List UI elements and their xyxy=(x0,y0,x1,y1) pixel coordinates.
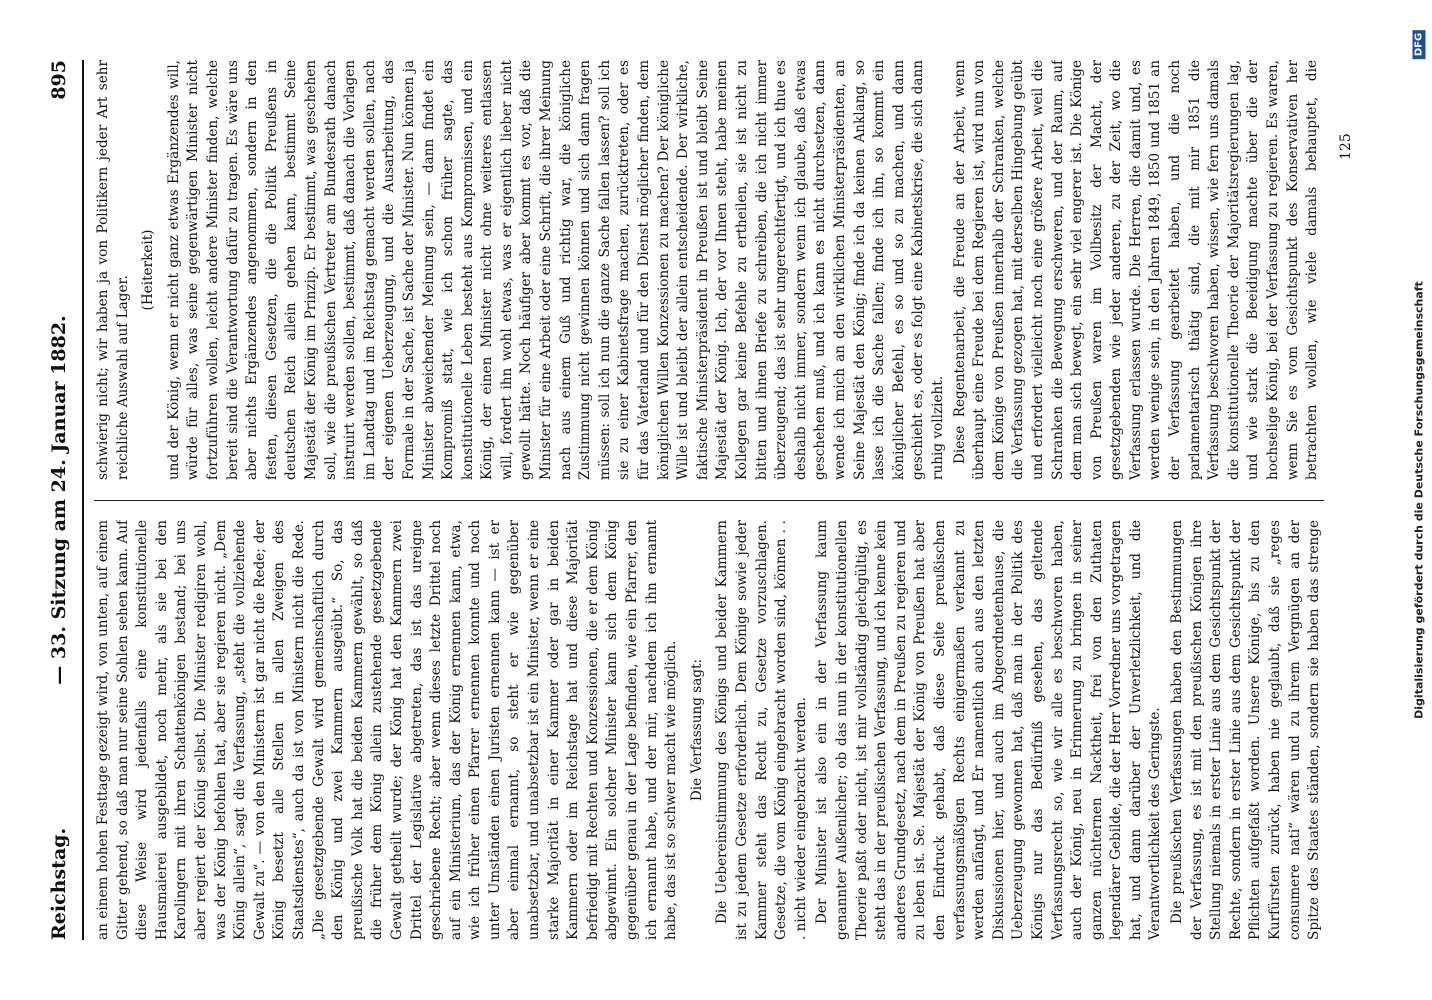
paragraph: Die Uebereinstimmung des Königs und beider Kammern ist zu jedem Gesetze erforderlich. Dem Könige sowie jeder Kammer steht das Recht zu, Gesetze vorzuschlagen. Gesetze, die vom König eingebracht worden sind, können . . . nicht wieder eingebracht werden. xyxy=(714,520,809,940)
digitization-imprint xyxy=(1410,10,1428,990)
paragraph: Die preußischen Verfassungen haben den Bestimmungen der Verfassung, es ist mit den preußischen Königen ihre Stellung niemals in erster Linie aus dem Gesichtspunkt der Rechte, sondern in erster Linie aus dem Gesichtspunkt der Pflichten aufgefaßt worden. Unsere Könige, bis zu den Kurfürsten zurück, haben nie geglaubt, daß sie „reges consumere nati“ wären und zu ihrem Vergnügen an der Spitze des Staates ständen, sondern sie haben das strenge xyxy=(1169,520,1323,940)
page-number: 895 xyxy=(48,60,70,100)
paragraph: und der König, wenn er nicht ganz etwas Ergänzendes will, würde für alles, was seine gegenwärtigen Minister nicht fortzuführen wollen, leicht andere Minister finden, welche bereit sind die Verantwortung dafür zu tragen. Es wäre uns aber nichts Ergänzendes angenommen, sondern in den festen, diesen Gesetzen, die die Politik Preußens in deutschen Reich allein gehen kann, bestimmt Seine Majestät der König im Prinzip. Er bestimmt, was geschehen soll, wie die preußischen Vertreter am Bundesrath danach instruirt werden sollen, bestimmt, daß danach die Vorlagen im Landtag und im Reichstag gemacht werden sollen, nach der eigenen Ueberzeugung, und die Ausarbeitung, das Formale in der Sache, ist Sache der Minister. Nun können ja Minister abweichender Meinung sein, — dann findet ein Kompromiß statt, wie ich schon früher sagte, das konstitutionelle Leben besteht aus Kompromissen, und ein König, der einen Minister nicht ohne weiteres entlassen will, fordert ihn wohl etwas, was er eigentlich lieber nicht gewollt hätte. Noch häufiger aber kommt es vor, daß die Minister für eine Arbeit oder eine Schrift, die ihrer Meinung nach aus einem Guß und richtig war, die königliche Zustimmung nicht gewinnen können und sich dann fragen müssen: soll ich nun die ganze Sache fallen lassen? soll ich sie zu einer Kabinetsfrage machen, zurücktreten, oder es für das Vaterland und für den Dienst möglicher finden, dem königlichen Willen Konzessionen zu machen? Der königliche Wille ist und bleibt der allein entscheidende. Der wirkliche, faktische Ministerpräsident in Preußen ist und bleibt Seine Majestät der König. Ich, der vor Ihnen steht, habe meinen Kollegen gar keine Befehle zu ertheilen, sie ist nicht zu bitten und ihnen Briefe zu schreiben, die ich nicht immer überzeugend; das ist sehr ungerechtfertigt, und ich thue es deshalb nicht immer, sondern wenn ich glaube, daß etwas geschehen muß, und ich kann es nicht durchsetzen, dann wende ich mich an den wirklichen Ministerpräsidenten, an Seine Majestät den König; finde ich da keinen Anklang, so lasse ich die Sache fallen; finde ich ihn, so kommt ein königlicher Befehl, es so und so zu machen, und dann geschieht es, oder es folgt eine Kabinetskrise, die sich dann ruhig vollzieht. xyxy=(165,60,946,480)
paragraph: Die Verfassung sagt: xyxy=(688,658,705,802)
paragraph-interjection: (Heiterkeit) xyxy=(140,229,157,311)
signature-number: 125 xyxy=(1338,133,1354,160)
text-column-right xyxy=(94,60,1324,480)
page-header xyxy=(48,60,78,940)
imprint-text: Digitalisierung gefördert durch die Deutsche Forschungsgemeinschaft xyxy=(1412,281,1426,719)
text-column-left xyxy=(94,520,1324,940)
dfg-logo: DFG xyxy=(1413,30,1426,59)
column-divider xyxy=(94,500,1324,501)
paragraph: schwierig nicht; wir haben ja von Politikern jeder Art sehr reichliche Auswahl auf Lager. xyxy=(95,60,131,480)
header-title: Reichstag. xyxy=(48,827,70,940)
newspaper-page xyxy=(26,20,1406,980)
header-rule xyxy=(82,60,84,940)
paragraph: Der Minister ist also ein in der Verfassung kaum genannter Außenlicher; ob das nun in der konstitutionellen Theorie paßt oder nicht, ist mir vollständig gleichgültig, es steht das in der preußischen Verfassung, und ich kenne kein anderes Grundgesetz, nach dem in Preußen zu regieren und zu leben ist. Se. Majestät der König von Preußen hat aber den Eindruck gehabt, daß diese Seite preußischen verfassungsmäßigen Rechts einigermaßen verkannt zu werden anfängt, und Er namentlich auch aus den letzten Diskussionen hier, und auch im Abgeordnetenhause, die Ueberzeugung gewonnen hat, daß man in der Politik des Königs nur das Bedürfniß gesehen, das geltende Verfassungsrecht so, wie wir alle es beschworen haben, auch der König, neu in Erinnerung zu bringen in seiner ganzen nüchternen Nacktheit, frei von den Zuthaten legendärer Gebilde, die der Herr Vorredner uns vorgetragen hat, und dann darüber der Unverletzlichkeit, und die Verantwortlichkeit des Geringste. xyxy=(814,520,1164,940)
paragraph: Diese Regentenarbeit, die Freude an der Arbeit, wenn überhaupt eine Freude bei dem Regieren ist, wird nun von dem Könige von Preußen innerhalb der Schranken, welche die Verfassung gezogen hat, mit derselben Hingebung geübt und erfordert vielleicht noch eine größere Arbeit, weil die Schranken die Bewegung erschweren, und der Raum, auf dem man sich bewegt, ein sehr viel engerer ist. Die Könige von Preußen waren im Vollbesitz der Macht, der gesetzgebenden wie jeder anderen, zu der Zeit, wo die Verfassung erlassen wurde. Die Herren, die damit und, es werden wenige sein, in den Jahren 1849, 1850 und 1851 an der Verfassung gearbeitet haben, und die noch parlamentarisch thätig sind, die mit mir 1851 die Verfassung beschworen haben, wissen, wie fern uns damals die konstitutionelle Theorie der Majoritätsregierungen lag, und wie stark die Beeidigung machte über die der hochselige König, bei der Verfassung zu regieren. Es waren, wenn Sie es vom Gesichtspunkt des Konservativen her betrachten wollen, wie viele damals behauptet, die xyxy=(951,60,1321,480)
paragraph: an einem hohen Festtage gezeigt wird, von unten, auf einem Gitter gehend, so daß man nur seine Sohlen sehen kann. Auf diese Weise wird jedenfalls eine konstitutionelle Hausmaierei ausgebildet, noch mehr, als sie bei den Karolingern mit ihren Schattenkönigen bestand; bei uns aber regiert der König selbst. Die Minister redigiren wohl, was der König befohlen hat, aber sie regieren nicht. „Dem König allein“, sagt die Verfassung, „steht die vollziehende Gewalt zu“. — von den Ministern ist gar nicht die Rede; der König besetzt alle Stellen in allen Zweigen des Staatsdienstes“, auch da ist von Ministern nicht die Rede. „Die gesetzgebende Gewalt wird gemeinschaftlich durch den König und zwei Kammern ausgeübt.“ So, das preußische Volk hat die beiden Kammern gewählt, so daß die früher dem König allein zustehende gesetzgebende Gewalt getheilt wurde; der König hat den Kammern zwei Drittel der Legislative abgetreten, das ist das ureigne geschriebene Recht; aber wenn dieses letzte Drittel noch auf ein Ministerium, das der König ernennen kann, etwa, wie ich früher einen Pfarrer ernennen konnte und noch unter Umständen einen Juristen ernennen kann — ist er aber einmal ernannt, so steht er wie gegenüber unabsetzbar, und unabsetzbar ist ein Minister, wenn er eine starke Majorität in einer Kammer oder gar in beiden Kammern oder im Reichstage hat und diese Majorität befriedigt mit Rechten und Konzessionen, die er dem König abgewinnt. Ein solcher Minister kann sich dem König gegenüber genau in der Lage befinden, wie ein Pfarrer, den ich ernannt habe, und der mir, nachdem ich ihn ernannt habe, das ist so schwer macht wie möglich. xyxy=(95,520,680,940)
header-session: — 33. Sitzung am 24. Januar 1882. xyxy=(48,315,70,685)
